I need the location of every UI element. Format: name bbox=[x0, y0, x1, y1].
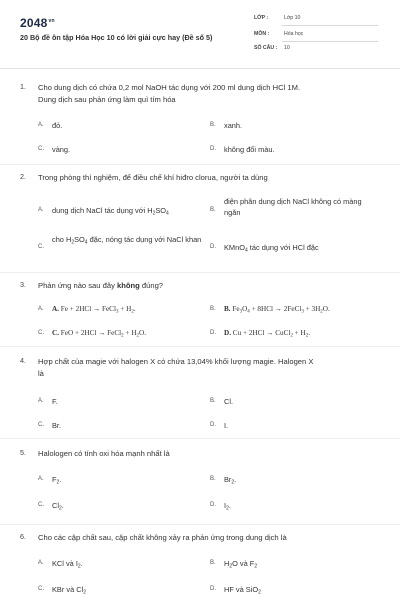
document-title: 20 Bộ đề ôn tập Hóa Học 10 có lời giải cực hay (Đề số 5) bbox=[20, 33, 213, 42]
question-text: Cho dung dịch có chứa 0,2 mol NaOH tác dụng với 200 ml dung dịch HCl 1M. Dung dịch sau phản ứng làm quì tím hóa bbox=[38, 83, 301, 104]
question-text: Phản ứng nào sau đây không đúng? bbox=[38, 281, 164, 290]
document-header bbox=[0, 0, 400, 78]
question-text: Cho các cặp chất sau, cặp chất không xảy ra phản ứng trong dung dịch là bbox=[38, 533, 287, 542]
site-logo[interactable]: $2048^{vn}$ bbox=[20, 16, 55, 30]
question-number: 5. bbox=[20, 448, 26, 457]
question-divider bbox=[0, 164, 400, 165]
question-text: Hợp chất của magie với halogen X có chứa 13,04% khối lượng magie. Halogen X là bbox=[38, 357, 314, 378]
question-number: 2. bbox=[20, 172, 26, 181]
meta-question-count: SỐ CÂU : 10 bbox=[254, 45, 290, 51]
question-divider bbox=[0, 272, 400, 273]
question-number: 6. bbox=[20, 532, 26, 541]
meta-class: LỚP : Lớp 10 bbox=[254, 15, 378, 27]
header-divider bbox=[0, 68, 400, 69]
question-text: Halologen có tính oxi hóa mạnh nhất là bbox=[38, 449, 170, 458]
question-number: 1. bbox=[20, 82, 26, 91]
question-number: 4. bbox=[20, 356, 26, 365]
question-divider bbox=[0, 346, 400, 347]
question-text: Trong phòng thí nghiệm, để điều chế khí hiđro clorua, người ta dùng bbox=[38, 173, 268, 182]
meta-subject: MÔN : Hóa học bbox=[254, 31, 378, 43]
question-divider bbox=[0, 438, 400, 439]
question-divider bbox=[0, 524, 400, 525]
question-number: 3. bbox=[20, 280, 26, 289]
